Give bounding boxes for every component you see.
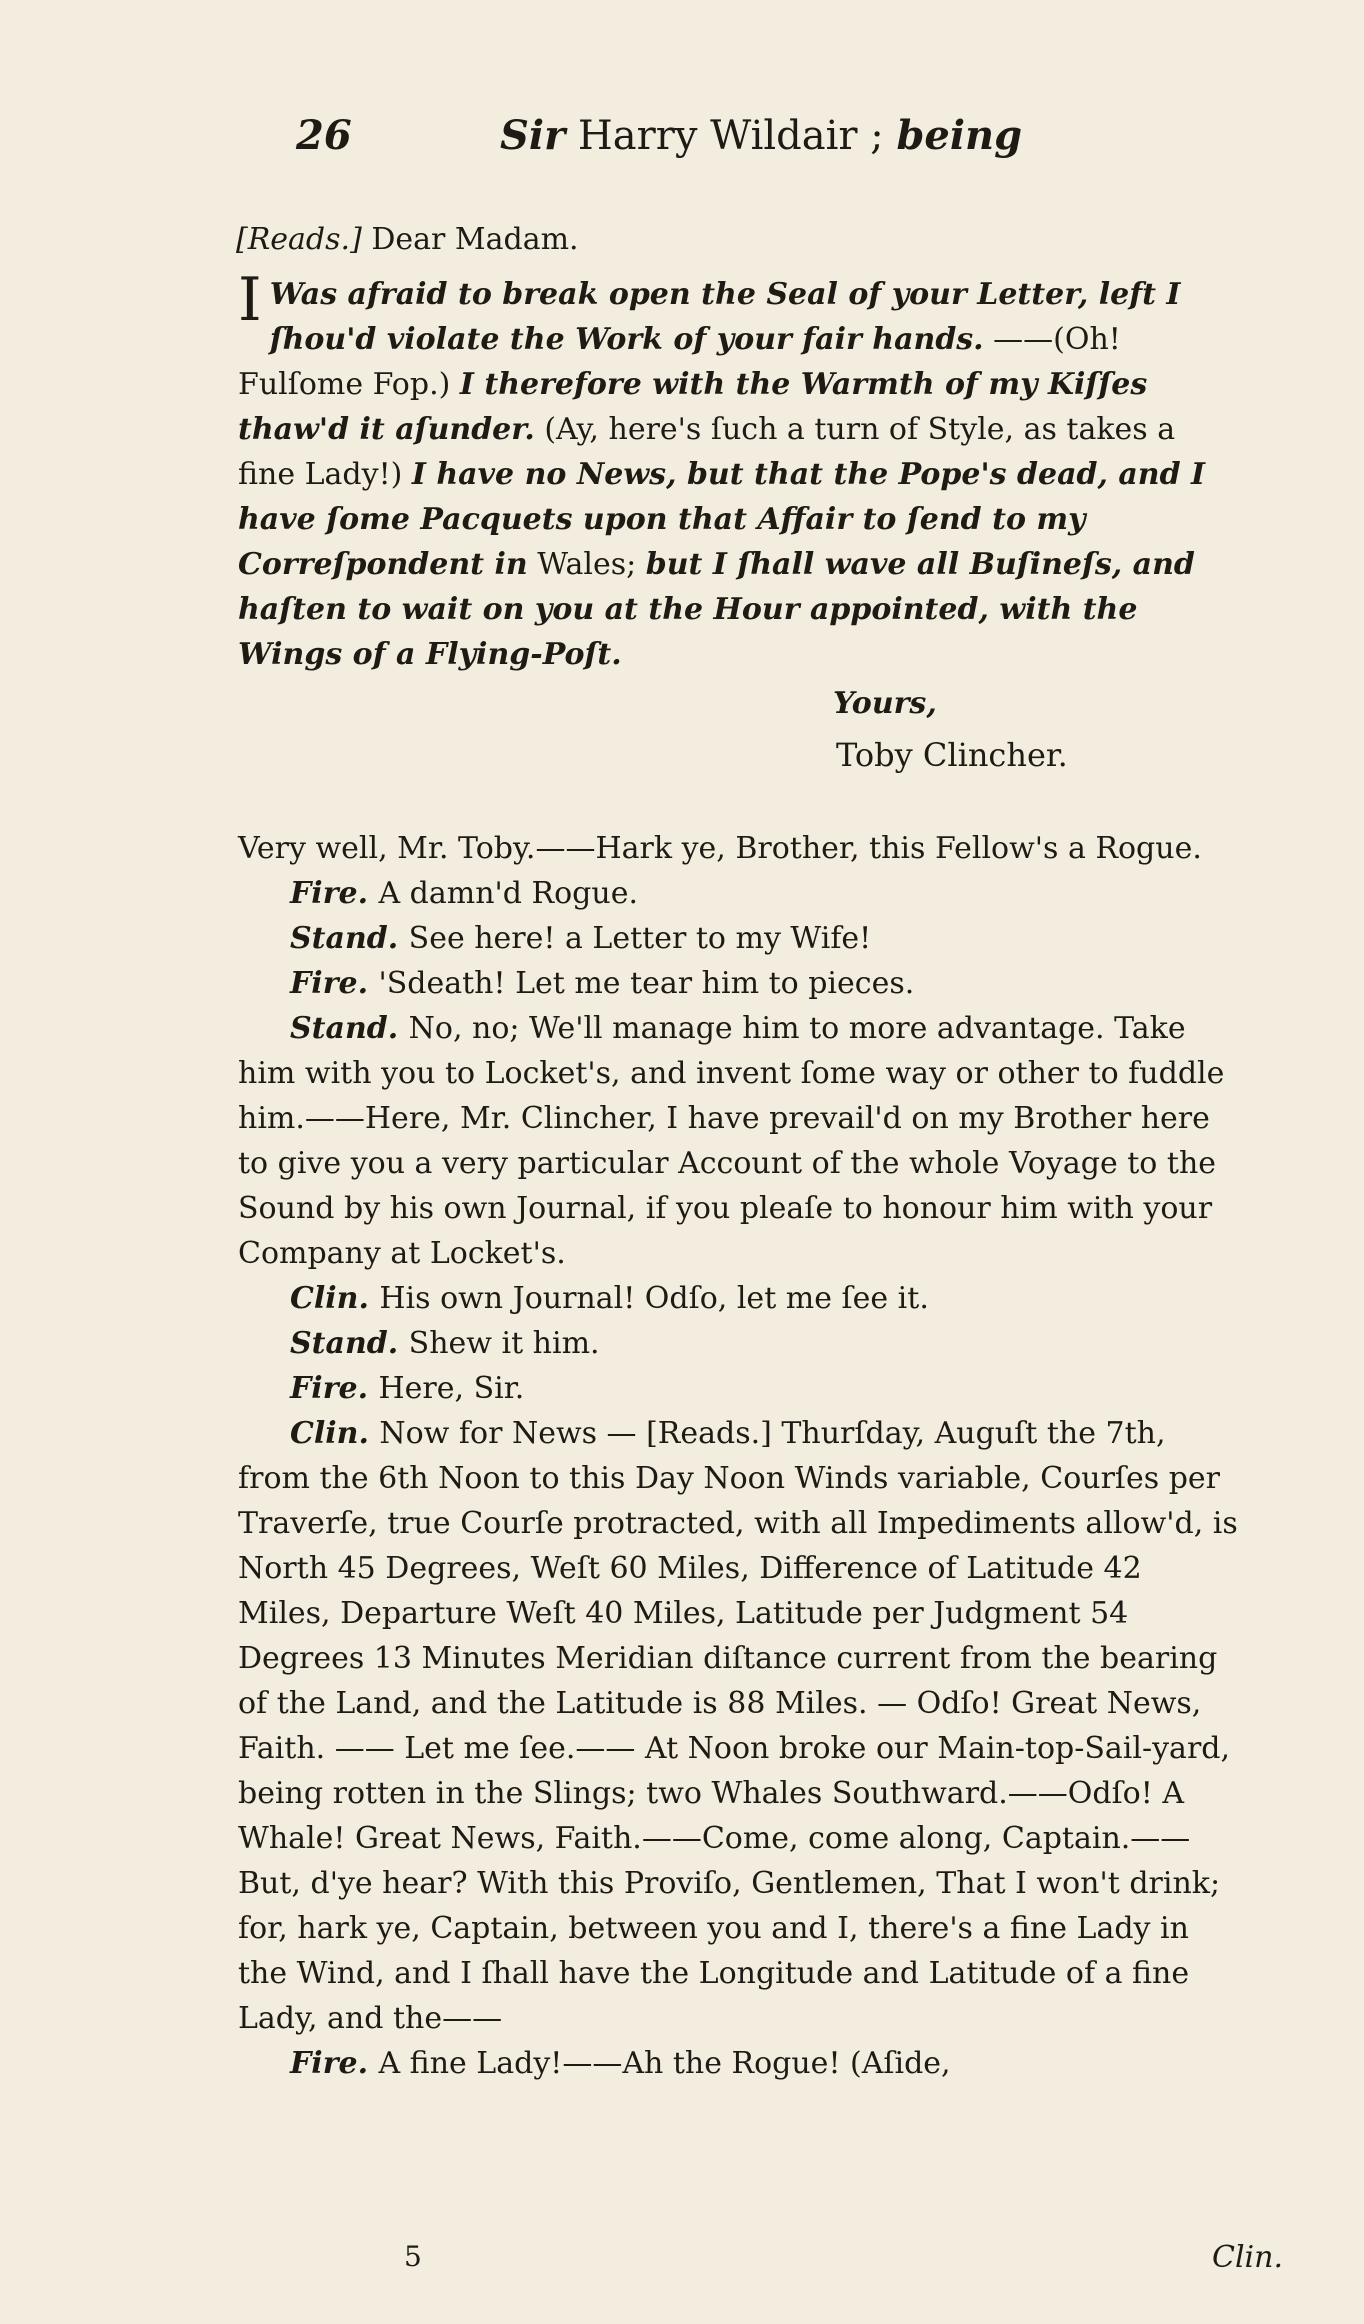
letter-body: [238, 265, 1238, 677]
speaker-name: Stand.: [290, 1011, 409, 1046]
speech-text: Very well, Mr. Toby.——Hark ye, Brother, this Fellow's a Rogue.: [238, 831, 1202, 866]
running-title-main: Harry Wildair ;: [577, 113, 884, 159]
speaker-name: Fire.: [290, 1371, 379, 1406]
letter-text-2: I therefore with the Warmth of my Kiſſes thaw'd it aſunder.: [238, 367, 1148, 447]
speaker-name: Fire.: [290, 876, 379, 911]
speech-text: 'Sdeath! Let me tear him to pieces.: [378, 966, 915, 1001]
speaker-name: Stand.: [290, 921, 409, 956]
running-title-prefix: Sir: [500, 112, 566, 159]
running-title: [500, 112, 1022, 159]
dialogue-line: [238, 916, 1238, 961]
letter-greeting-line: [236, 222, 579, 257]
speaker-name: Clin.: [290, 1416, 380, 1451]
drop-cap: I: [238, 265, 262, 335]
signature-mark: 5: [404, 2240, 422, 2273]
letter-signature: Toby Clincher.: [836, 736, 1068, 774]
speaker-name: Stand.: [290, 1326, 409, 1361]
speech-text: See here! a Letter to my Wife!: [408, 921, 872, 956]
speech-text: A damn'd Rogue.: [378, 876, 638, 911]
letter-text-3a: I have no News, but that the Pope's dead, and I have ſome Pacquets upon that Affair to ſend to my Correſpondent in: [238, 457, 1206, 582]
dialogue-line: [238, 1411, 1238, 2041]
letter-aside-2: (Ay, here's ſuch a turn of Style, as takes a fine Lady!): [238, 412, 1176, 492]
dialogue-line: [238, 1276, 1238, 1321]
dialogue-line: [238, 871, 1238, 916]
letter-greeting: Dear Madam.: [371, 222, 579, 257]
letter-text-1: Was afraid to break open the Seal of your Letter, left I ſhou'd violate the Work of your fair hands.: [269, 277, 1181, 357]
stage-direction: [Reads.]: [236, 222, 362, 257]
dialogue-line: [238, 1366, 1238, 1411]
speech-text: Shew it him.: [408, 1326, 600, 1361]
speech-text: Here, Sir.: [378, 1371, 525, 1406]
speech-text: A fine Lady!——Ah the Rogue! (Aſide,: [378, 2046, 951, 2081]
speech-text: His own Journal! Odſo, let me ſee it.: [379, 1281, 929, 1316]
running-title-suffix: being: [896, 112, 1023, 159]
dialogue-line: [238, 1006, 1238, 1276]
letter-place: Wales;: [537, 547, 637, 582]
page-footer: [0, 2240, 1364, 2290]
letter-aside-1: ——(Oh! Fulſome Fop.): [238, 322, 1121, 402]
letter-closing: Yours,: [833, 686, 937, 721]
catchword: Clin.: [1212, 2240, 1284, 2275]
page-number: 26: [296, 112, 352, 159]
dialogue-block: [238, 826, 1238, 2086]
speaker-name: Fire.: [290, 2046, 379, 2081]
dialogue-line: [238, 961, 1238, 1006]
speaker-name: Fire.: [290, 966, 379, 1001]
dialogue-line: [238, 1321, 1238, 1366]
speaker-name: Clin.: [290, 1281, 380, 1316]
letter-text-3b: but I ſhall wave all Buſineſs, and haſten to wait on you at the Hour appointed, with the Wings of a Flying-Poſt.: [238, 547, 1195, 672]
dialogue-line: [238, 826, 1238, 871]
speech-text: Now for News — [Reads.] Thurſday, Auguſt the 7th, from the 6th Noon to this Day Noon Winds variable, Courſes per Traverſe, true Courſe protracted, with all Impediments allow'd, is North 45 Degrees, Weſt 60 Miles, Difference of Latitude 42 Miles, Departure Weſt 40 Miles, Latitude per Judgment 54 Degrees 13 Minutes Meridian diſtance current from the bearing of the Land, and the Latitude is 88 Miles. — Odſo! Great News, Faith. —— Let me ſee.—— At Noon broke our Main-top-Sail-yard, being rotten in the Slings; two Whales Southward.——Odſo! A Whale! Great News, Faith.——Come, come along, Captain.——But, d'ye hear? With this Proviſo, Gentlemen, That I won't drink; for, hark ye, Captain, between you and I, there's a fine Lady in the Wind, and I ſhall have the Longitude and Latitude of a fine Lady, and the——: [238, 1416, 1238, 2036]
dialogue-line: [238, 2041, 1238, 2086]
running-header: [0, 112, 1364, 172]
speech-text: No, no; We'll manage him to more advantage. Take him with you to Locket's, and invent ſome way or other to fuddle him.——Here, Mr. Clincher, I have prevail'd on my Brother here to give you a very particular Account of the whole Voyage to the Sound by his own Journal, if you pleaſe to honour him with your Company at Locket's.: [238, 1011, 1225, 1271]
